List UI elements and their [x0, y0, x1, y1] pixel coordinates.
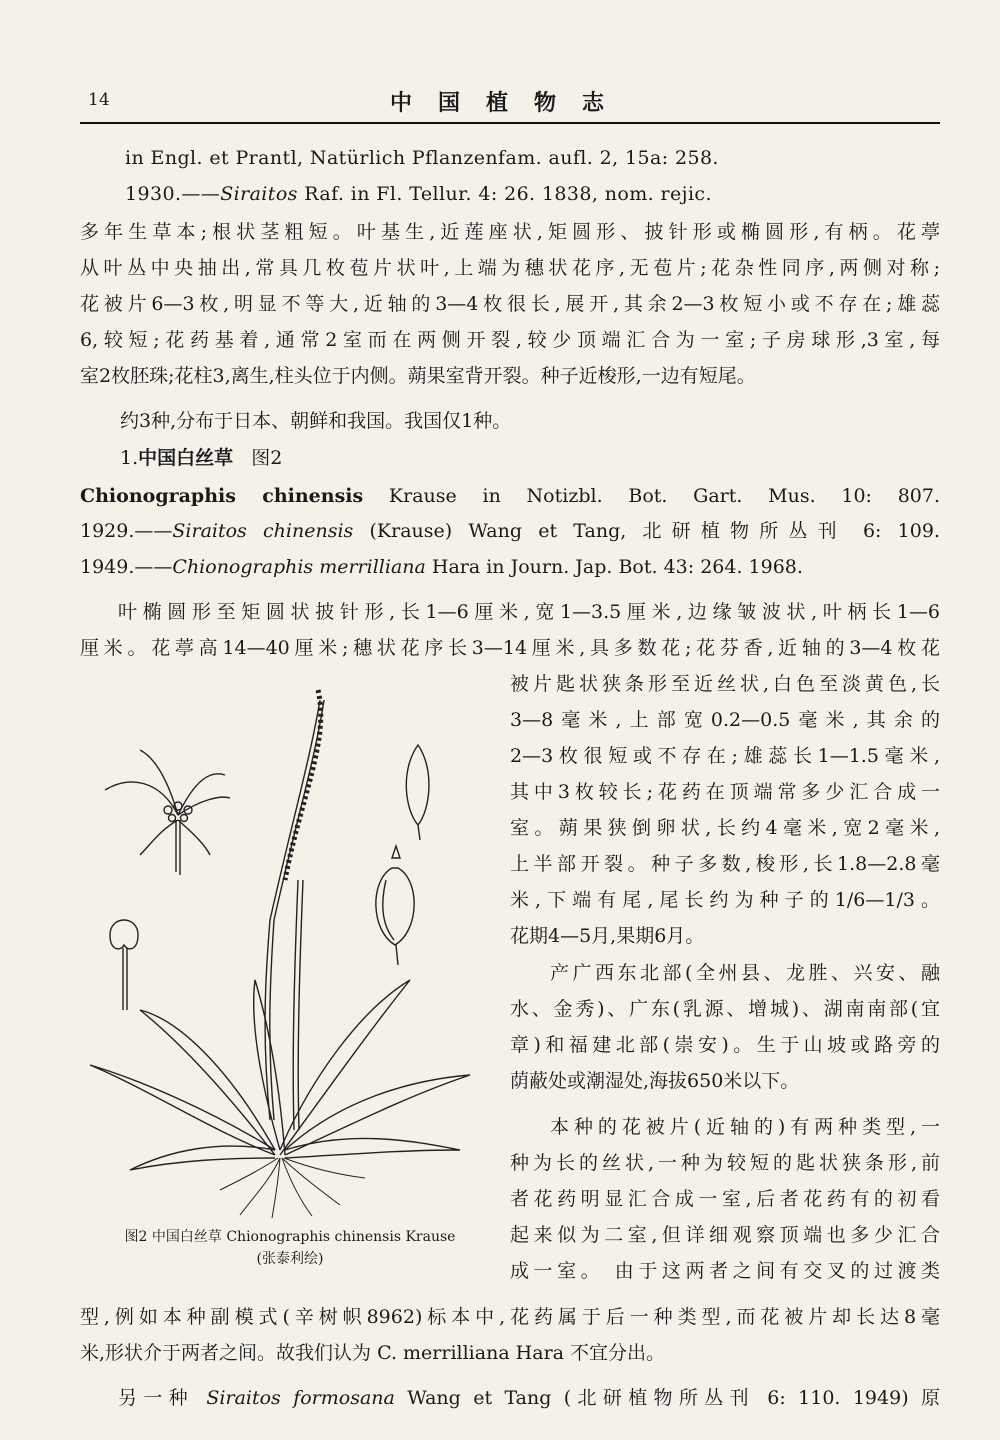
- plant-roots: [220, 1158, 365, 1218]
- text-line: 花被片6—3枚,明显不等大,近轴的3—4枚很长,展开,其余2—3枚短小或不存在;雄蕊: [80, 293, 940, 315]
- caption-text: 图2 中国白丝草 Chionographis chinensis Krause: [124, 1229, 456, 1245]
- text-line: 水、金秀)、广东(乳源、增城)、湖南南部(宜: [510, 998, 940, 1020]
- text-line: 种为长的丝状,一种为较短的匙状狭条形,前: [510, 1152, 940, 1174]
- text-line: 1949.——Chionographis merrilliana Hara in Journ. Jap. Bot. 43: 264. 1968.: [80, 556, 803, 578]
- capsule-detail: [376, 745, 429, 965]
- flower-detail: [105, 750, 230, 875]
- text-line: 厘米。花葶高14—40厘米;穗状花序长3—14厘米,具多数花;花芬香,近轴的3—4枚花: [80, 637, 940, 659]
- text-line: 花期4—5月,果期6月。: [510, 925, 705, 947]
- text-line: 室。蒴果狭倒卵状,长约4毫米,宽2毫米,: [510, 817, 940, 839]
- plant-illustration: [80, 680, 500, 1220]
- text-line: 从叶丛中央抽出,常具几枚苞片状叶,上端为穗状花序,无苞片;花杂性同序,两侧对称;: [80, 257, 940, 279]
- text-line: 约3种,分布于日本、朝鲜和我国。我国仅1种。: [120, 410, 512, 432]
- figure-caption: [80, 1226, 500, 1270]
- page-header: [80, 86, 940, 120]
- text-line: 米,形状介于两者之间。故我们认为 C. merrilliana Hara 不宜分出。: [80, 1342, 666, 1364]
- text-line: 荫蔽处或潮湿处,海拔650米以下。: [510, 1070, 800, 1092]
- text-line: 6,较短;花药基着,通常2室而在两侧开裂,较少顶端汇合为一室;子房球形,3室,每: [80, 329, 940, 351]
- text-line: 另一种 Siraitos formosana Wang et Tang (北研植物所丛刊 6: 110. 1949) 原: [118, 1387, 940, 1409]
- text-line: 其中3枚较长;花药在顶端常多少汇合成一: [510, 781, 940, 803]
- text-line: 1930.——Siraitos Raf. in Fl. Tellur. 4: 26. 1838, nom. rejic.: [125, 183, 712, 205]
- text-line: 产广西东北部(全州县、龙胜、兴安、融: [550, 962, 940, 984]
- text-line: 者花药明显汇合成一室,后者花药有的初看: [510, 1188, 940, 1210]
- page-number: 14: [88, 90, 110, 110]
- text-line: 章)和福建北部(崇安)。生于山坡或路旁的: [510, 1034, 940, 1056]
- text-line: 起来似为二室,但详细观察顶端也多少汇合: [510, 1224, 940, 1246]
- text-line: 米,下端有尾,尾长约为种子的1/6—1/3。: [510, 889, 940, 911]
- text-line: 被片匙状狭条形至近丝状,白色至淡黄色,长: [510, 673, 940, 695]
- text-line: 型,例如本种副模式(辛树帜8962)标本中,花药属于后一种类型,而花被片却长达8毫: [80, 1306, 940, 1328]
- text-line: 上半部开裂。种子多数,梭形,长1.8—2.8毫: [510, 853, 940, 875]
- text-line: 多年生草本;根状茎粗短。叶基生,近莲座状,矩圆形、披针形或椭圆形,有柄。花葶: [80, 221, 940, 243]
- text-line: Chionographis chinensis Krause in Notizbl. Bot. Gart. Mus. 10: 807.: [80, 485, 941, 507]
- text-line: 2—3枚很短或不存在;雄蕊长1—1.5毫米,: [510, 745, 940, 767]
- running-title: 中国植物志: [389, 90, 630, 116]
- header-rule: [80, 122, 940, 124]
- plant-leaves: [90, 980, 470, 1170]
- text-line: 3—8毫米,上部宽0.2—0.5毫米,其余的: [510, 709, 940, 731]
- text-line: 本种的花被片(近轴的)有两种类型,一: [550, 1116, 940, 1138]
- text-line: 室2枚胚珠;花柱3,离生,柱头位于内侧。蒴果室背开裂。种子近梭形,一边有短尾。: [80, 365, 756, 387]
- text-line: 成一室。 由于这两者之间有交叉的过渡类: [510, 1260, 940, 1282]
- text-line: 1929.——Siraitos chinensis (Krause) Wang et Tang, 北研植物所丛刊 6: 109.: [80, 520, 940, 542]
- caption-credit: (张泰利绘): [256, 1251, 324, 1267]
- stamen-detail: [110, 920, 138, 1010]
- species-heading: 1.中国白丝草 图2: [120, 447, 283, 469]
- text-line: in Engl. et Prantl, Natürlich Pflanzenfam. aufl. 2, 15a: 258.: [125, 147, 719, 169]
- text-line: 叶椭圆形至矩圆状披针形,长1—6厘米,宽1—3.5厘米,边缘皱波状,叶柄长1—6: [118, 601, 940, 623]
